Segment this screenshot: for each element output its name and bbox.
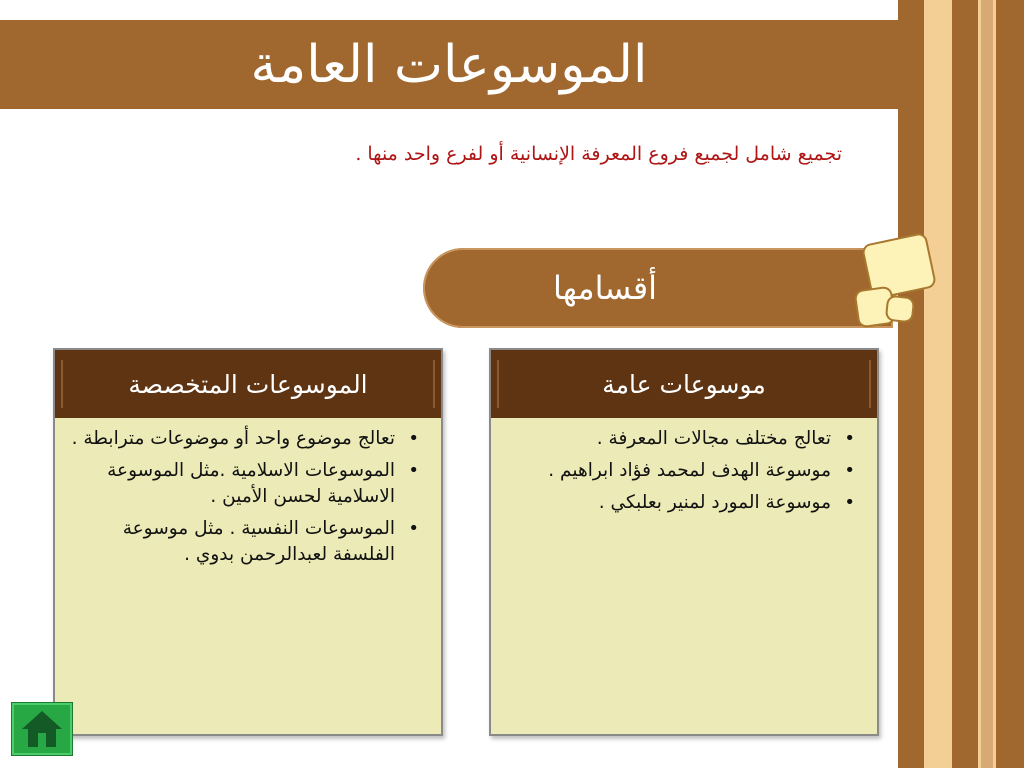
list-item: • تعالج مختلف مجالات المعرفة . [501, 426, 855, 452]
card-header-general: موسوعات عامة [491, 350, 877, 418]
card-list-specialized [55, 426, 441, 574]
definition-text: تجميع شامل لجميع فروع المعرفة الإنسانية أو لفرع واحد منها . [355, 143, 842, 165]
specialized-encyclopedias-card [53, 348, 443, 736]
home-icon [20, 709, 64, 749]
list-item: • الموسوعات الاسلامية .مثل الموسوعة الاسلامية لحسن الأمين . [65, 458, 419, 510]
card-header-specialized: الموسوعات المتخصصة [55, 350, 441, 418]
list-item: • موسوعة المورد لمنير بعلبكي . [501, 490, 855, 516]
general-encyclopedias-card [489, 348, 879, 736]
stripe-dark-1 [898, 0, 924, 768]
stripe-light-3 [981, 0, 993, 768]
sections-label: أقسامها [552, 269, 658, 307]
stripe-dark-3 [996, 0, 1024, 768]
stripe-light-1 [924, 0, 952, 768]
stripe-dark-2 [952, 0, 978, 768]
home-button[interactable] [11, 702, 73, 756]
card-list-general [491, 426, 877, 522]
list-item: • الموسوعات النفسية . مثل موسوعة الفلسفة لعبدالرحمن بدوي . [65, 516, 419, 568]
decorative-square-small [885, 295, 916, 324]
page-title: الموسوعات العامة [250, 34, 648, 95]
list-item: • تعالج موضوع واحد أو موضوعات مترابطة . [65, 426, 419, 452]
list-item: • موسوعة الهدف لمحمد فؤاد ابراهيم . [501, 458, 855, 484]
